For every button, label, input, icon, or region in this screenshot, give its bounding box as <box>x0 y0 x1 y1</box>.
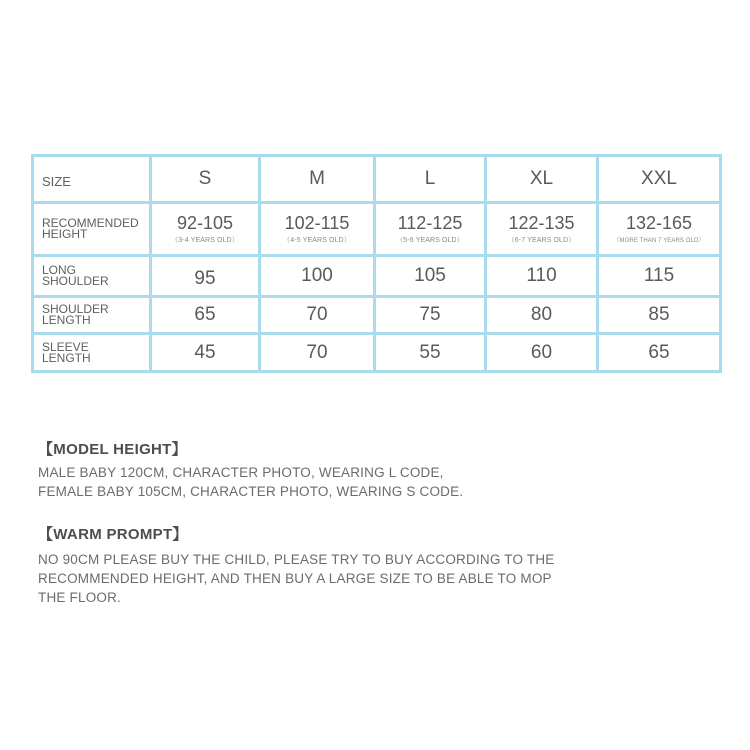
measurement-value: 80 <box>530 304 553 325</box>
measurement-value: 95 <box>194 268 216 289</box>
row-label-line: SHOULDER <box>42 274 109 288</box>
recommended-height-l <box>376 204 484 254</box>
row-label-line: LENGTH <box>42 313 91 327</box>
size-header-xxl <box>599 157 719 201</box>
age-range: （3-4 YEARS OLD） <box>171 236 239 244</box>
shoulder-length-xxl <box>599 298 719 332</box>
measurement-value: 75 <box>419 304 441 325</box>
size-label: M <box>309 168 325 189</box>
long-shoulder-m <box>261 257 373 295</box>
age-range: （5-6 YEARS OLD） <box>396 236 464 244</box>
sleeve-length-xxl <box>599 335 719 370</box>
model-height-text <box>38 463 463 501</box>
measurement-value: 110 <box>526 265 557 286</box>
shoulder-length-xl <box>487 298 596 332</box>
sleeve-length-l <box>376 335 484 370</box>
recommended-height-s <box>152 204 258 254</box>
text-line: THE FLOOR. <box>38 590 122 605</box>
sleeve-length-m <box>261 335 373 370</box>
recommended-height-xxl <box>599 204 719 254</box>
size-header-l <box>376 157 484 201</box>
height-range: 132-165 <box>625 213 693 233</box>
recommended-height-label-cell <box>34 204 149 254</box>
measurement-value: 55 <box>419 341 441 363</box>
age-range: （6-7 YEARS OLD） <box>507 236 576 244</box>
age-range: （MORE THAN 7 YEARS OLD） <box>613 238 705 244</box>
row-label-line: LENGTH <box>42 350 91 365</box>
warm-prompt-title: 【WARM PROMPT】 <box>38 526 188 543</box>
recommended-height-xl <box>487 204 596 254</box>
size-label: XXL <box>641 168 677 189</box>
measurement-value: 45 <box>194 341 216 363</box>
size-header-m <box>261 157 373 201</box>
height-range: 92-105 <box>176 212 234 233</box>
shoulder-length-l <box>376 298 484 332</box>
long-shoulder-xxl <box>599 257 719 295</box>
row-label-line: LONG <box>42 263 77 277</box>
model-height-title: 【MODEL HEIGHT】 <box>38 441 187 458</box>
measurement-value: 60 <box>530 341 553 363</box>
text-line: RECOMMENDED HEIGHT, AND THEN BUY A LARGE SIZE TO BE ABLE TO MOP <box>38 571 552 586</box>
size-label: XL <box>529 168 554 189</box>
size-label: L <box>424 168 436 189</box>
warm-prompt-text <box>38 550 554 607</box>
long-shoulder-xl <box>487 257 596 295</box>
measurement-value: 100 <box>301 265 333 286</box>
text-line: FEMALE BABY 105CM, CHARACTER PHOTO, WEARING S CODE. <box>38 484 464 499</box>
long-shoulder-label-cell <box>34 257 149 295</box>
row-label-line: SHOULDER <box>42 302 109 316</box>
measurement-value: 70 <box>306 341 328 363</box>
row-label-line: HEIGHT <box>42 227 88 241</box>
measurement-value: 105 <box>414 265 446 286</box>
size-header-s <box>152 157 258 201</box>
size-header-label: SIZE <box>42 173 71 189</box>
measurement-value: 115 <box>643 265 675 286</box>
row-label-line: RECOMMENDED <box>42 216 139 230</box>
sleeve-length-label-cell <box>34 335 149 370</box>
sleeve-length-s <box>152 335 258 370</box>
sleeve-length-xl <box>487 335 596 370</box>
size-chart-table <box>31 154 722 373</box>
row-label-line: SLEEVE <box>42 339 89 354</box>
shoulder-length-s <box>152 298 258 332</box>
height-range: 102-115 <box>284 212 350 233</box>
shoulder-length-label-cell <box>34 298 149 332</box>
size-header-xl <box>487 157 596 201</box>
age-range: （4-5 YEARS OLD） <box>283 236 351 244</box>
shoulder-length-m <box>261 298 373 332</box>
height-range: 122-135 <box>508 212 575 233</box>
long-shoulder-s <box>152 257 258 295</box>
height-range: 112-125 <box>397 212 463 233</box>
measurement-value: 70 <box>306 304 328 325</box>
measurement-value: 65 <box>648 341 670 363</box>
text-line: NO 90CM PLEASE BUY THE CHILD, PLEASE TRY TO BUY ACCORDING TO THE <box>38 552 555 567</box>
text-line: MALE BABY 120CM, CHARACTER PHOTO, WEARING L CODE, <box>38 465 444 480</box>
measurement-value: 85 <box>648 304 670 325</box>
measurement-value: 65 <box>194 304 216 325</box>
recommended-height-m <box>261 204 373 254</box>
size-header-label-cell <box>34 157 149 201</box>
long-shoulder-l <box>376 257 484 295</box>
size-label: S <box>198 168 212 189</box>
